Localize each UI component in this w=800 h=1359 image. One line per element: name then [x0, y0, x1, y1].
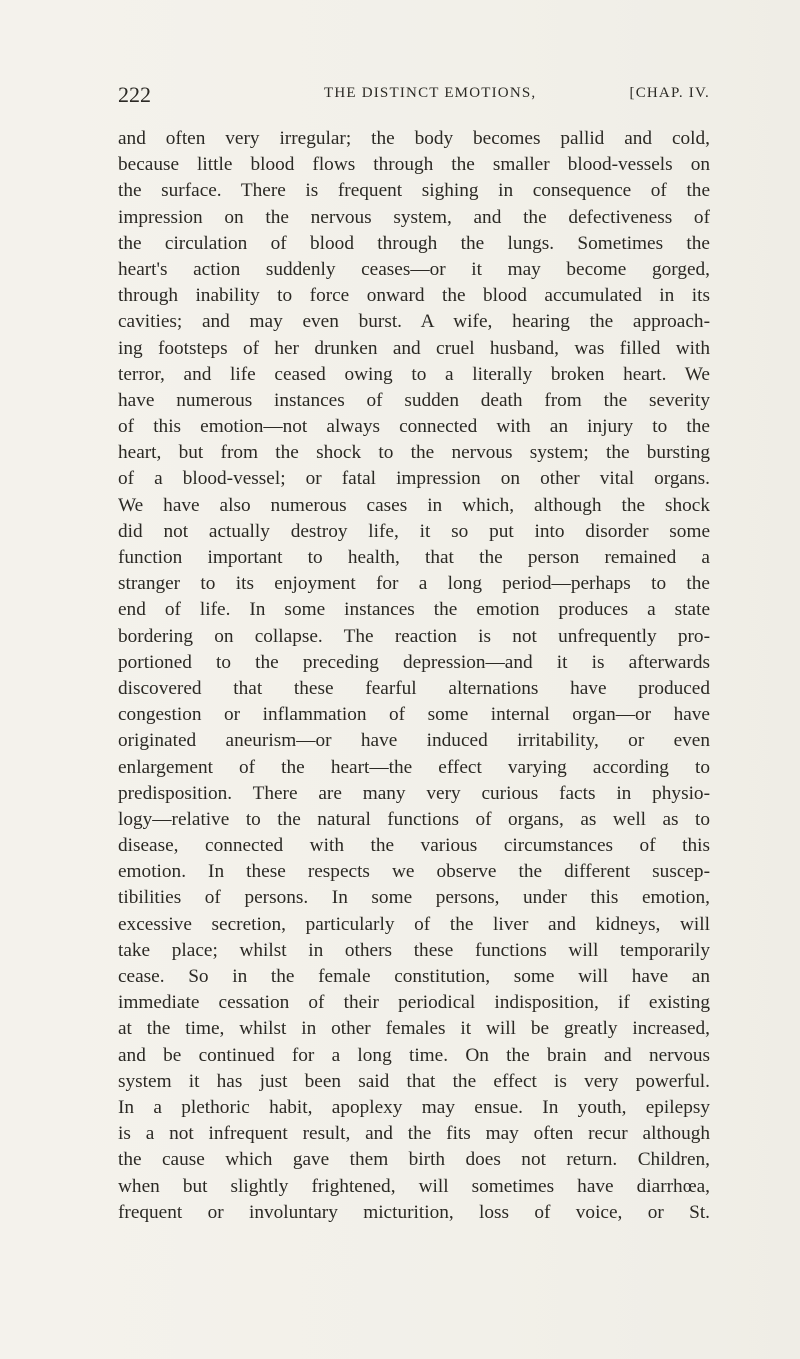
- text-line: the surface. There is frequent sighing in consequence of the: [118, 180, 710, 202]
- text-line: terror, and life ceased owing to a literally broken heart. We: [118, 363, 710, 385]
- text-line: heart's action suddenly ceases—or it may become gorged,: [118, 258, 710, 280]
- text-line: is a not infrequent result, and the fits may often recur although: [118, 1123, 710, 1145]
- text-line: logy—relative to the natural functions of organs, as well as to: [118, 808, 710, 830]
- text-line: system it has just been said that the effect is very powerful.: [118, 1070, 710, 1092]
- running-title: THE DISTINCT EMOTIONS,: [324, 85, 537, 101]
- text-line: through inability to force onward the blood accumulated in its: [118, 285, 710, 307]
- text-line: function important to health, that the person remained a: [118, 547, 710, 568]
- text-line: of this emotion—not always connected with an injury to the: [118, 416, 710, 438]
- text-line: predisposition. There are many very curious facts in physio-: [118, 782, 710, 804]
- chapter-reference: [CHAP. IV.: [629, 85, 710, 101]
- text-line: immediate cessation of their periodical indisposition, if existing: [118, 992, 710, 1014]
- text-line: bordering on collapse. The reaction is not unfrequently pro-: [118, 625, 710, 647]
- text-line: of a blood-vessel; or fatal impression on other vital organs.: [118, 468, 710, 490]
- text-line: portioned to the preceding depression—and it is afterwards: [118, 651, 710, 673]
- text-line: and often very irregular; the body becomes pallid and cold,: [118, 128, 710, 149]
- text-line: cavities; and may even burst. A wife, hearing the approach-: [118, 311, 710, 333]
- text-line: We have also numerous cases in which, although the shock: [118, 494, 710, 516]
- text-line: disease, connected with the various circumstances of this: [118, 835, 710, 857]
- text-line: cease. So in the female constitution, some will have an: [118, 966, 710, 987]
- text-line: discovered that these fearful alternations have produced: [118, 677, 710, 699]
- body-text: [118, 126, 710, 1226]
- text-line: at the time, whilst in other females it will be greatly increased,: [118, 1018, 710, 1040]
- text-line: because little blood flows through the smaller blood-vessels on: [118, 154, 710, 176]
- text-line: emotion. In these respects we observe the different suscep-: [118, 861, 710, 883]
- text-line: take place; whilst in others these functions will temporarily: [118, 939, 710, 961]
- text-line: heart, but from the shock to the nervous system; the bursting: [118, 442, 710, 464]
- text-line: have numerous instances of sudden death from the severity: [118, 389, 710, 411]
- text-line: and be continued for a long time. On the brain and nervous: [118, 1044, 710, 1066]
- text-line: enlargement of the heart—the effect varying according to: [118, 756, 710, 778]
- text-line: did not actually destroy life, it so put into disorder some: [118, 520, 710, 542]
- text-line: stranger to its enjoyment for a long period—perhaps to the: [118, 573, 710, 595]
- text-line: when but slightly frightened, will sometimes have diarrhœa,: [118, 1175, 710, 1197]
- page-number: 222: [118, 82, 151, 107]
- text-line: In a plethoric habit, apoplexy may ensue. In youth, epilepsy: [118, 1096, 710, 1118]
- text-line: end of life. In some instances the emotion produces a state: [118, 599, 710, 621]
- text-line: impression on the nervous system, and the defectiveness of: [118, 206, 710, 228]
- text-line: excessive secretion, particularly of the liver and kidneys, will: [118, 913, 710, 935]
- text-line: congestion or inflammation of some internal organ—or have: [118, 704, 710, 726]
- text-line: originated aneurism—or have induced irritability, or even: [118, 730, 710, 752]
- text-line: frequent or involuntary micturition, loss of voice, or St.: [118, 1201, 710, 1223]
- text-line: the cause which gave them birth does not return. Children,: [118, 1149, 710, 1171]
- text-line: tibilities of persons. In some persons, under this emotion,: [118, 887, 710, 909]
- running-header: [118, 80, 710, 110]
- text-line: ing footsteps of her drunken and cruel husband, was filled with: [118, 337, 710, 359]
- text-line: the circulation of blood through the lungs. Sometimes the: [118, 232, 710, 254]
